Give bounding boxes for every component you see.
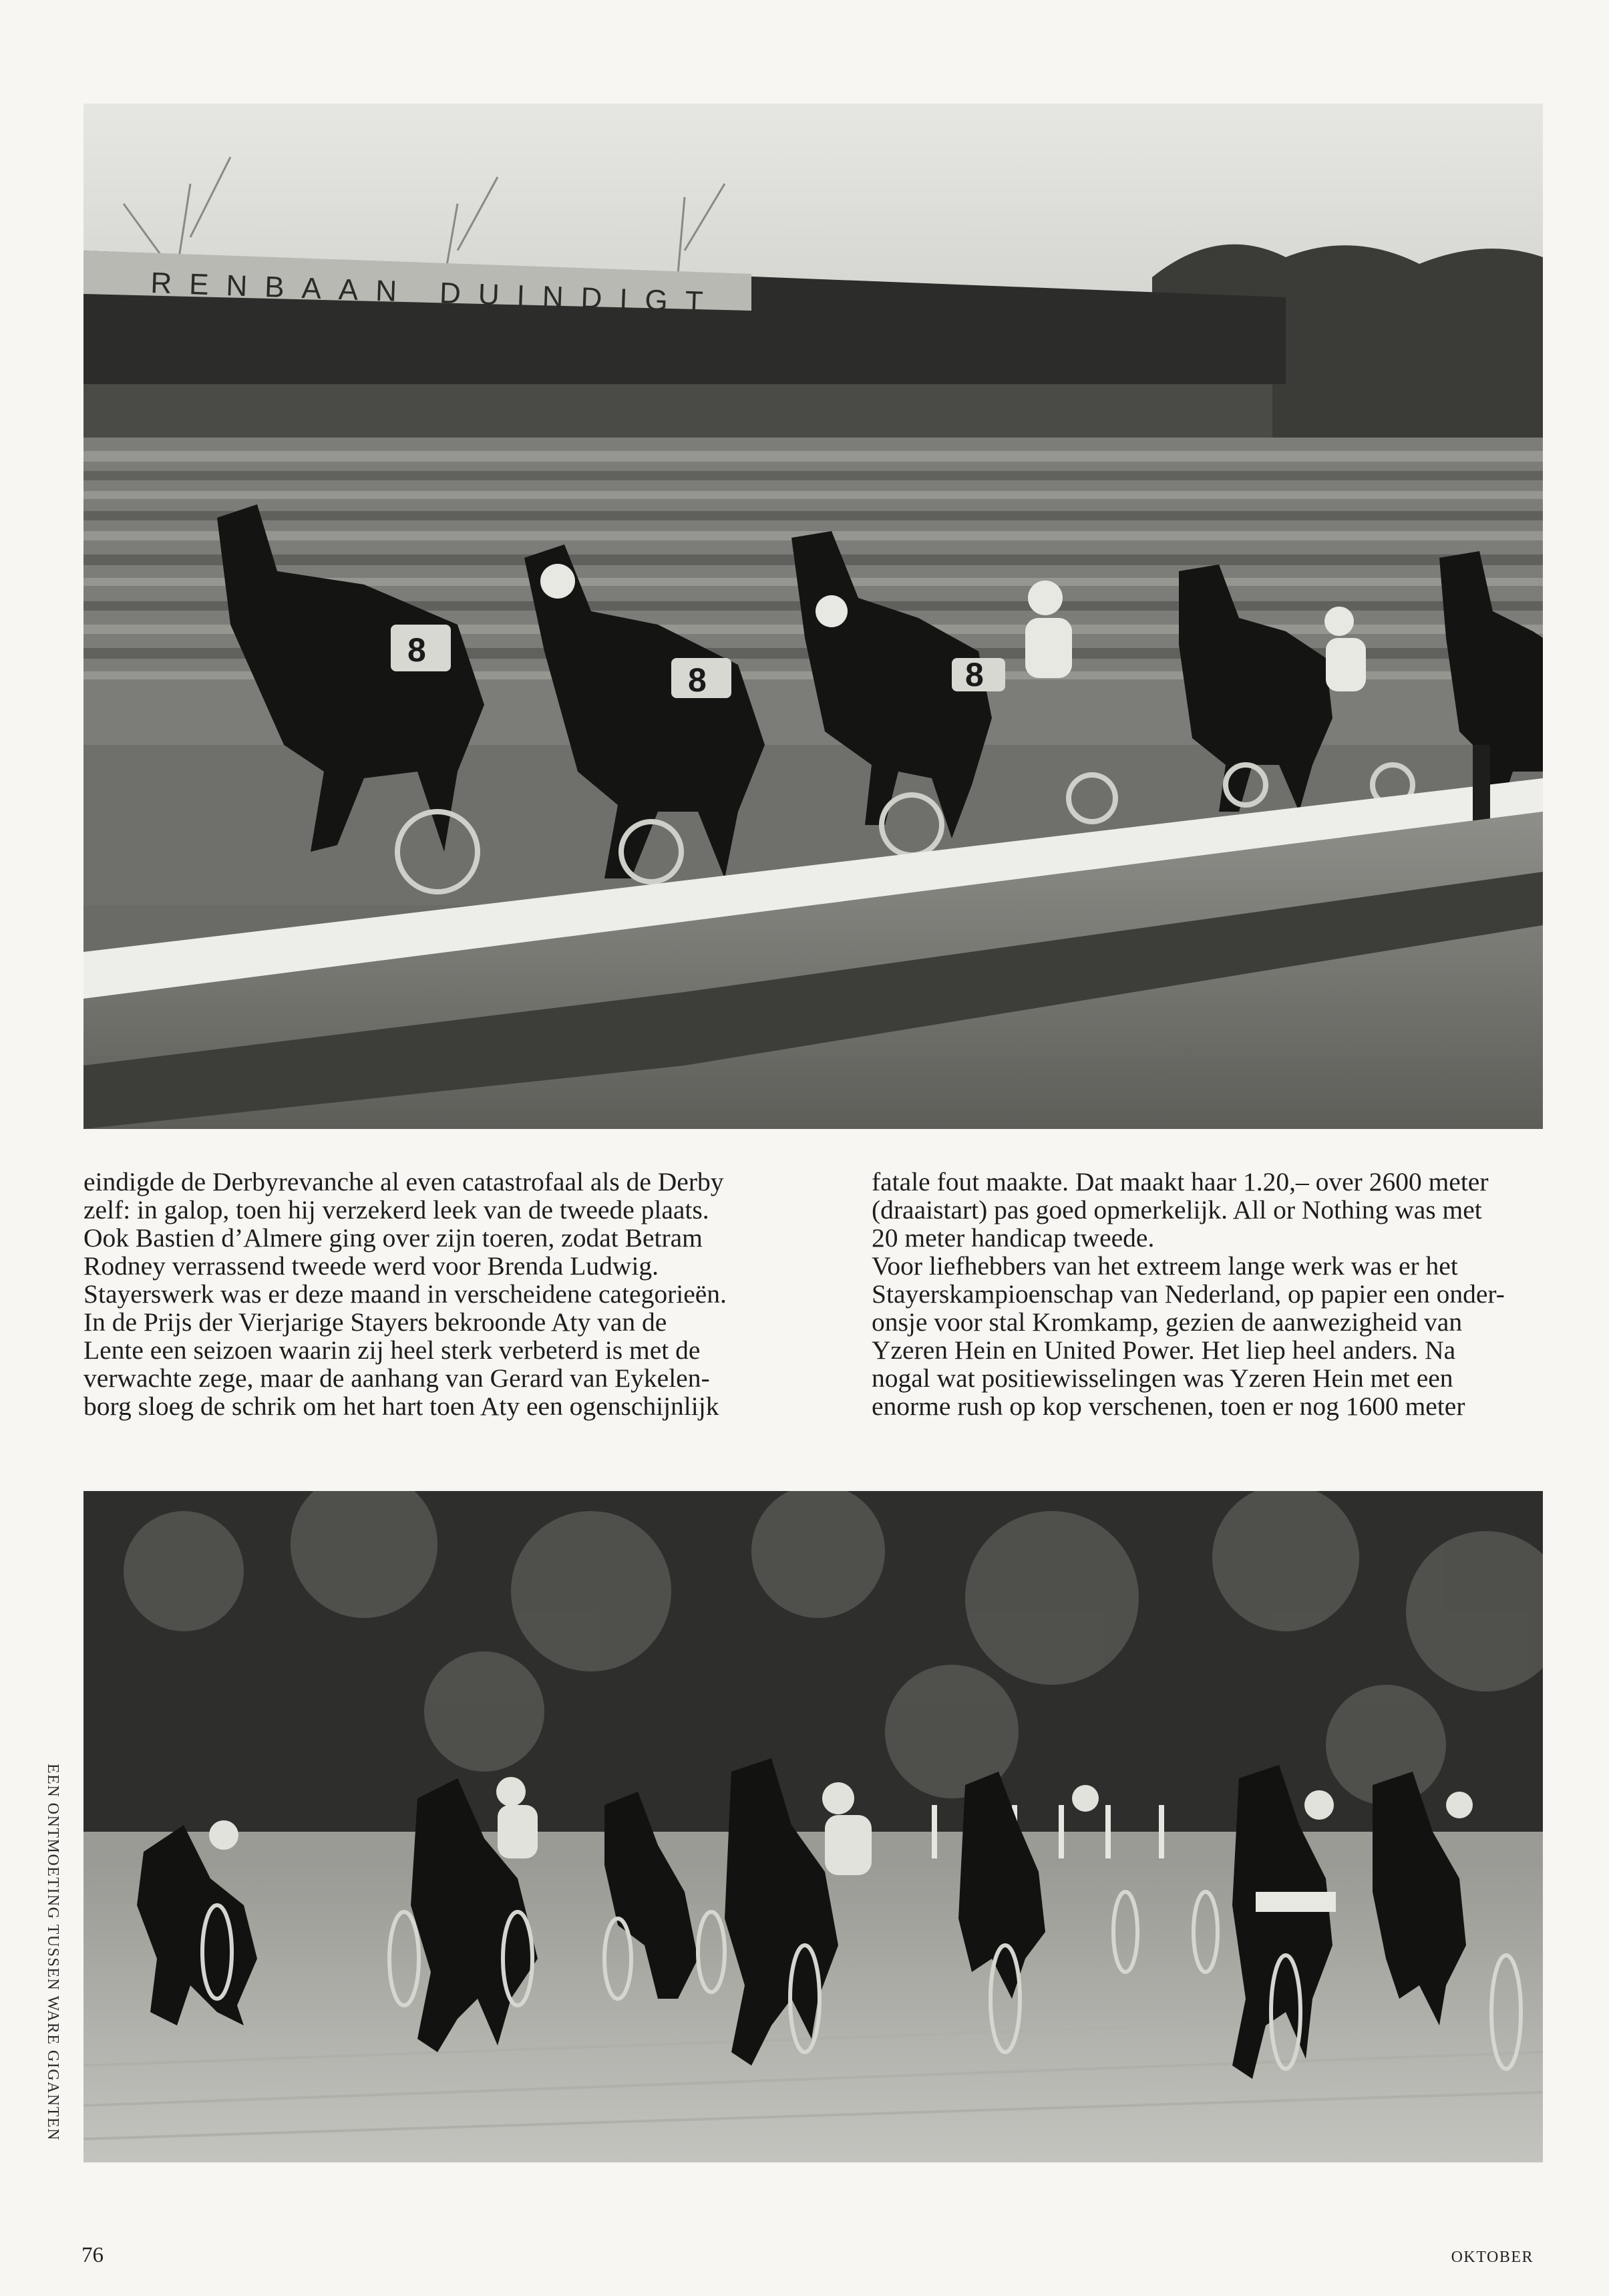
photo-bottom-illustration: [83, 1491, 1543, 2162]
text-line: Stayerswerk was er deze maand in verscheidene categorieën.: [83, 1279, 727, 1309]
text-line: eindigde de Derbyrevanche al even catastrofaal als de Derby: [83, 1167, 724, 1196]
text-line: 20 meter handicap tweede.: [872, 1223, 1155, 1253]
text-line: verwachte zege, maar de aanhang van Gerard van Eykelen-: [83, 1363, 710, 1393]
text-line: Voor liefhebbers van het extreem lange werk was er het: [872, 1251, 1458, 1281]
photo-bottom: [83, 1491, 1543, 2162]
text-line: zelf: in galop, toen hij verzekerd leek van de tweede plaats.: [83, 1195, 709, 1224]
text-line: enorme rush op kop verschenen, toen er nog 1600 meter: [872, 1391, 1465, 1421]
text-line: Stayerskampioenschap van Nederland, op papier een onder-: [872, 1279, 1505, 1309]
photo-top-illustration: [83, 104, 1543, 1129]
text-line: nogal wat positiewisselingen was Yzeren Hein met een: [872, 1363, 1453, 1393]
side-caption: EEN ONTMOETING TUSSEN WARE GIGANTEN: [44, 1764, 61, 2141]
text-column-right: [872, 1168, 1543, 1420]
text-line: fatale fout maakte. Dat maakt haar 1.20,– over 2600 meter: [872, 1167, 1489, 1196]
page-number: 76: [81, 2243, 104, 2267]
text-line: (draaistart) pas goed opmerkelijk. All or Nothing was met: [872, 1195, 1482, 1224]
number-cloth-1: 8: [407, 631, 426, 669]
text-line: Rodney verrassend tweede werd voor Brenda Ludwig.: [83, 1251, 659, 1281]
side-caption-wrap: [41, 1764, 61, 2164]
text-line: onsje voor stal Kromkamp, gezien de aanwezigheid van: [872, 1307, 1463, 1337]
issue-month: OKTOBER: [1451, 2249, 1534, 2266]
photo-top: [83, 104, 1543, 1129]
number-cloth-2: 8: [688, 661, 707, 699]
sign-text: RENBAAN DUINDIGT: [150, 267, 721, 319]
text-line: In de Prijs der Vierjarige Stayers bekroonde Aty van de: [83, 1307, 667, 1337]
text-column-left: [83, 1168, 795, 1420]
text-line: borg sloeg de schrik om het hart toen Aty een ogenschijnlijk: [83, 1391, 719, 1421]
number-cloth-3: 8: [965, 656, 984, 693]
text-line: Ook Bastien d’Almere ging over zijn toeren, zodat Betram: [83, 1223, 703, 1253]
text-line: Yzeren Hein en United Power. Het liep heel anders. Na: [872, 1335, 1456, 1365]
text-line: Lente een seizoen waarin zij heel sterk verbeterd is met de: [83, 1335, 701, 1365]
